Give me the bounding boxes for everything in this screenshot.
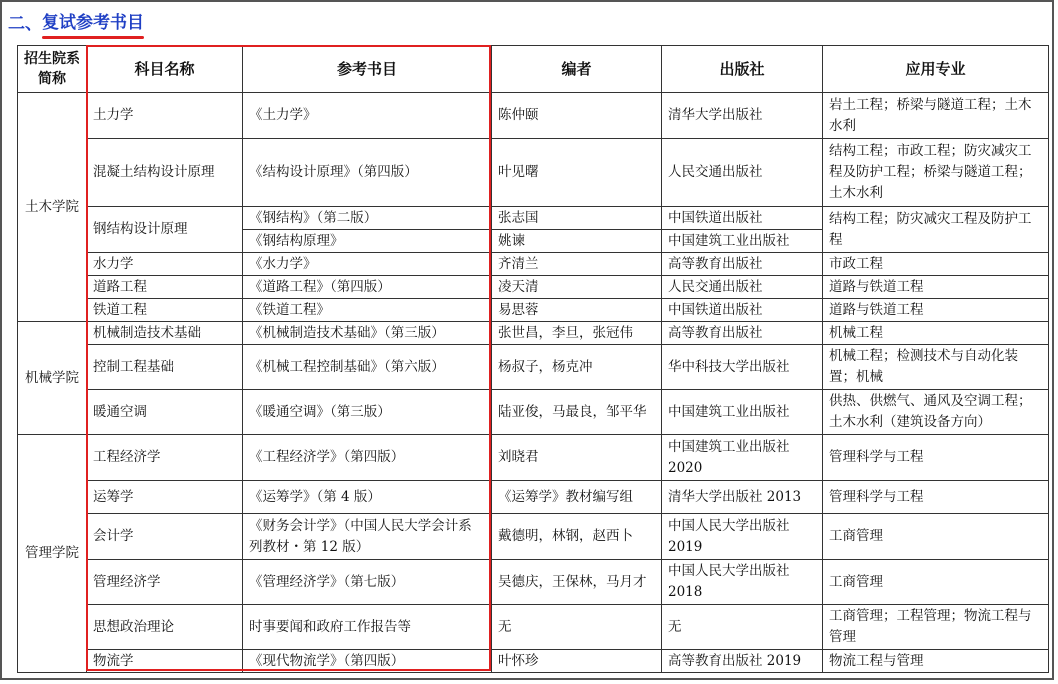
book-cell: 《机械工程控制基础》（第六版） [243,345,492,390]
book-cell: 《现代物流学》（第四版） [243,650,492,673]
header-major: 应用专业 [823,46,1049,93]
major-cell: 工商管理；工程管理；物流工程与管理 [823,605,1049,650]
subject-cell: 物流学 [87,650,243,673]
header-publisher: 出版社 [662,46,823,93]
author-cell: 易思蓉 [492,299,662,322]
publisher-cell: 中国铁道出版社 [662,207,823,230]
book-cell: 《土力学》 [243,93,492,139]
header-subject: 科目名称 [87,46,243,93]
publisher-cell: 中国建筑工业出版社 [662,390,823,435]
major-cell: 道路与铁道工程 [823,299,1049,322]
major-cell: 市政工程 [823,253,1049,276]
author-cell: 吴德庆，王保林，马月才 [492,560,662,605]
subject-cell: 会计学 [87,514,243,560]
table-row [18,345,1049,390]
book-cell: 《运筹学》（第 4 版） [243,481,492,514]
author-cell: 无 [492,605,662,650]
author-cell: 叶见曙 [492,139,662,207]
publisher-cell: 清华大学出版社 [662,93,823,139]
subject-cell: 水力学 [87,253,243,276]
table-row [18,93,1049,139]
dept-cell: 管理学院 [18,435,87,673]
author-cell: 陈仲颐 [492,93,662,139]
publisher-cell: 中国建筑工业出版社2020 [662,435,823,481]
major-cell: 机械工程；检测技术与自动化装置；机械 [823,345,1049,390]
subject-cell: 暖通空调 [87,390,243,435]
section-heading [8,8,144,40]
author-cell: 张世昌，李旦，张冠伟 [492,322,662,345]
book-cell: 《钢结构》（第二版） [243,207,492,230]
table-row [18,560,1049,605]
book-cell: 《暖通空调》（第三版） [243,390,492,435]
subject-cell: 混凝土结构设计原理 [87,139,243,207]
publisher-cell: 华中科技大学出版社 [662,345,823,390]
major-cell: 物流工程与管理 [823,650,1049,673]
major-cell: 供热、供燃气、通风及空调工程；土木水利（建筑设备方向） [823,390,1049,435]
book-cell: 《机械制造技术基础》（第三版） [243,322,492,345]
table-row [18,276,1049,299]
major-cell: 结构工程；防灾减灾工程及防护工程 [823,207,1049,253]
book-cell: 《钢结构原理》 [243,230,492,253]
book-cell: 《铁道工程》 [243,299,492,322]
major-cell: 岩土工程；桥梁与隧道工程；土木水利 [823,93,1049,139]
publisher-cell: 中国人民大学出版社2018 [662,560,823,605]
publisher-cell: 中国铁道出版社 [662,299,823,322]
section-title: 复试参考书目 [42,8,144,35]
major-cell: 工商管理 [823,514,1049,560]
subject-cell: 管理经济学 [87,560,243,605]
book-cell: 《结构设计原理》（第四版） [243,139,492,207]
major-cell: 机械工程 [823,322,1049,345]
publisher-cell: 人民交通出版社 [662,276,823,299]
subject-cell: 运筹学 [87,481,243,514]
major-cell: 道路与铁道工程 [823,276,1049,299]
book-cell: 《道路工程》（第四版） [243,276,492,299]
publisher-cell: 高等教育出版社 2019 [662,650,823,673]
author-cell: 刘晓君 [492,435,662,481]
author-cell: 杨叔子，杨克冲 [492,345,662,390]
publisher-cell: 人民交通出版社 [662,139,823,207]
book-cell: 《财务会计学》（中国人民大学会计系列教材・第 12 版） [243,514,492,560]
table-row [18,253,1049,276]
dept-cell: 机械学院 [18,322,87,435]
table-row [18,481,1049,514]
author-cell: 叶怀珍 [492,650,662,673]
book-cell: 《水力学》 [243,253,492,276]
book-cell: 《工程经济学》（第四版） [243,435,492,481]
major-cell: 结构工程；市政工程；防灾减灾工程及防护工程；桥梁与隧道工程；土木水利 [823,139,1049,207]
major-cell: 管理科学与工程 [823,435,1049,481]
header-book: 参考书目 [243,46,492,93]
subject-cell: 思想政治理论 [87,605,243,650]
subject-cell: 机械制造技术基础 [87,322,243,345]
table-row [18,650,1049,673]
book-cell: 时事要闻和政府工作报告等 [243,605,492,650]
header-dept: 招生院系简称 [18,46,87,93]
table-row [18,207,1049,230]
major-cell: 管理科学与工程 [823,481,1049,514]
author-cell: 张志国 [492,207,662,230]
publisher-cell: 高等教育出版社 [662,322,823,345]
publisher-cell: 中国建筑工业出版社 [662,230,823,253]
reference-books-table [17,45,1049,673]
table-header-row [18,46,1049,93]
author-cell: 《运筹学》教材编写组 [492,481,662,514]
author-cell: 凌天清 [492,276,662,299]
subject-cell: 控制工程基础 [87,345,243,390]
author-cell: 齐清兰 [492,253,662,276]
publisher-cell: 无 [662,605,823,650]
table-row [18,322,1049,345]
table-row [18,435,1049,481]
table-row [18,139,1049,207]
publisher-cell: 中国人民大学出版社2019 [662,514,823,560]
subject-cell: 工程经济学 [87,435,243,481]
subject-cell: 钢结构设计原理 [87,207,243,253]
publisher-cell: 高等教育出版社 [662,253,823,276]
subject-cell: 土力学 [87,93,243,139]
author-cell: 姚谏 [492,230,662,253]
header-author: 编者 [492,46,662,93]
table-row [18,514,1049,560]
major-cell: 工商管理 [823,560,1049,605]
subject-cell: 铁道工程 [87,299,243,322]
book-cell: 《管理经济学》（第七版） [243,560,492,605]
table-row [18,299,1049,322]
dept-cell: 土木学院 [18,93,87,322]
section-number: 二、 [8,14,42,34]
publisher-cell: 清华大学出版社 2013 [662,481,823,514]
table-row [18,605,1049,650]
subject-cell: 道路工程 [87,276,243,299]
table-row [18,390,1049,435]
author-cell: 戴德明，林钢，赵西卜 [492,514,662,560]
author-cell: 陆亚俊，马最良，邹平华 [492,390,662,435]
